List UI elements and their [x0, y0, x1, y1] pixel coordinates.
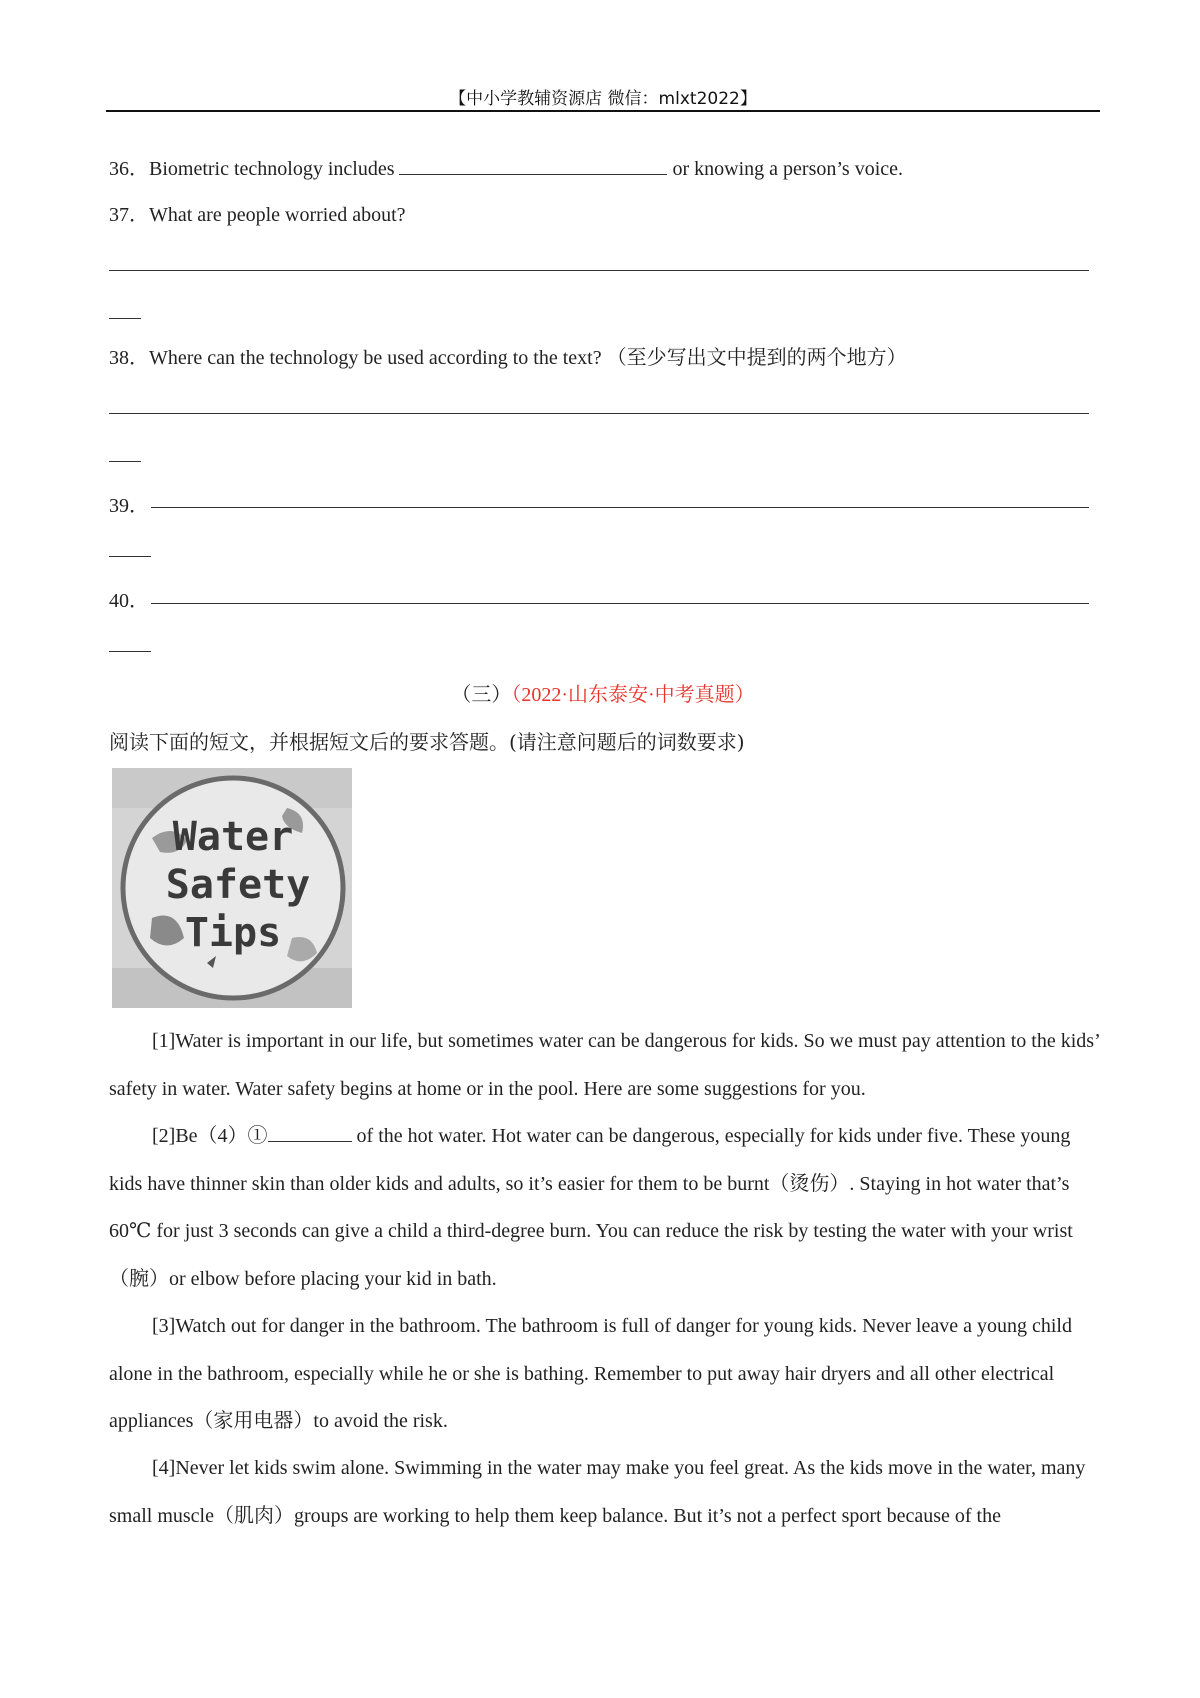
- question-36-suffix: or knowing a person’s voice.: [672, 158, 904, 180]
- question-36-blank[interactable]: [399, 156, 667, 175]
- section-source: （2022·山东泰安·中考真题）: [511, 684, 755, 706]
- question-40-answer-line[interactable]: [151, 603, 1089, 604]
- question-39-answer-line[interactable]: [151, 507, 1089, 508]
- question-37-answer-line[interactable]: [109, 270, 1089, 271]
- passage-paragraph-1: [1]Water is important in our life, but sometimes water can be dangerous for kids. So we must pay attention to the kids’ safety in water. Water safety begins at home or in the pool. Here are some suggestions for you.: [109, 1030, 1100, 1100]
- logo-word-tips: Tips: [184, 910, 282, 956]
- passage-paragraph-2: [109, 1113, 1101, 1303]
- water-safety-tips-image: [112, 768, 352, 1008]
- question-36: [109, 156, 903, 181]
- question-37: 37．What are people worried about?: [109, 204, 406, 226]
- question-36-prefix: 36．Biometric technology includes: [109, 158, 395, 180]
- section-number: （三）: [451, 684, 512, 706]
- question-38-answer-line[interactable]: [109, 413, 1089, 414]
- water-safety-logo-graphic: [112, 768, 352, 1008]
- passage-paragraph-4: [4]Never let kids swim alone. Swimming in the water may make you feel great. As the kids move in the water, many small muscle（肌肉）groups are working to help them keep balance. But it’s not a perfect sport because of the: [109, 1457, 1086, 1527]
- header-divider: [106, 110, 1100, 112]
- logo-word-water: Water: [172, 814, 294, 860]
- paragraph-2-start: [2]Be（4）①: [152, 1125, 268, 1147]
- question-38: 38．Where can the technology be used according to the text? （至少写出文中提到的两个地方）: [109, 347, 907, 369]
- passage-paragraph-3: [3]Watch out for danger in the bathroom. The bathroom is full of danger for young kids. Never leave a young child alone in the bathroom, especially while he or she is bathing. Remember to put away hair dryers and all other electrical appliances（家用电器）to avoid the risk.: [109, 1315, 1072, 1432]
- paragraph-2-rest: of the hot water. Hot water can be dangerous, especially for kids under five. These young kids have thinner skin than older kids and adults, so it’s easier for them to be burnt（烫伤）. Staying in hot water that’s 60℃ for just 3 seconds can give a child a third-degree burn. You can reduce the risk by testing the water with your wrist（腕）or elbow before placing your kid in bath.: [109, 1125, 1073, 1290]
- question-39-answer-line-end[interactable]: [109, 556, 151, 557]
- logo-word-safety: Safety: [165, 862, 311, 908]
- question-37-answer-line-end[interactable]: [109, 318, 141, 319]
- blank-1[interactable]: [268, 1123, 352, 1142]
- question-39-label: 39．: [109, 495, 149, 517]
- page-header: 【中小学教辅资源店 微信：mlxt2022】: [449, 89, 757, 109]
- section-title: [106, 678, 1100, 707]
- question-40-answer-line-end[interactable]: [109, 651, 151, 652]
- reading-instruction: 阅读下面的短文，并根据短文后的要求答题。(请注意问题后的词数要求): [109, 730, 745, 754]
- question-40-label: 40．: [109, 590, 149, 612]
- question-38-answer-line-end[interactable]: [109, 461, 141, 462]
